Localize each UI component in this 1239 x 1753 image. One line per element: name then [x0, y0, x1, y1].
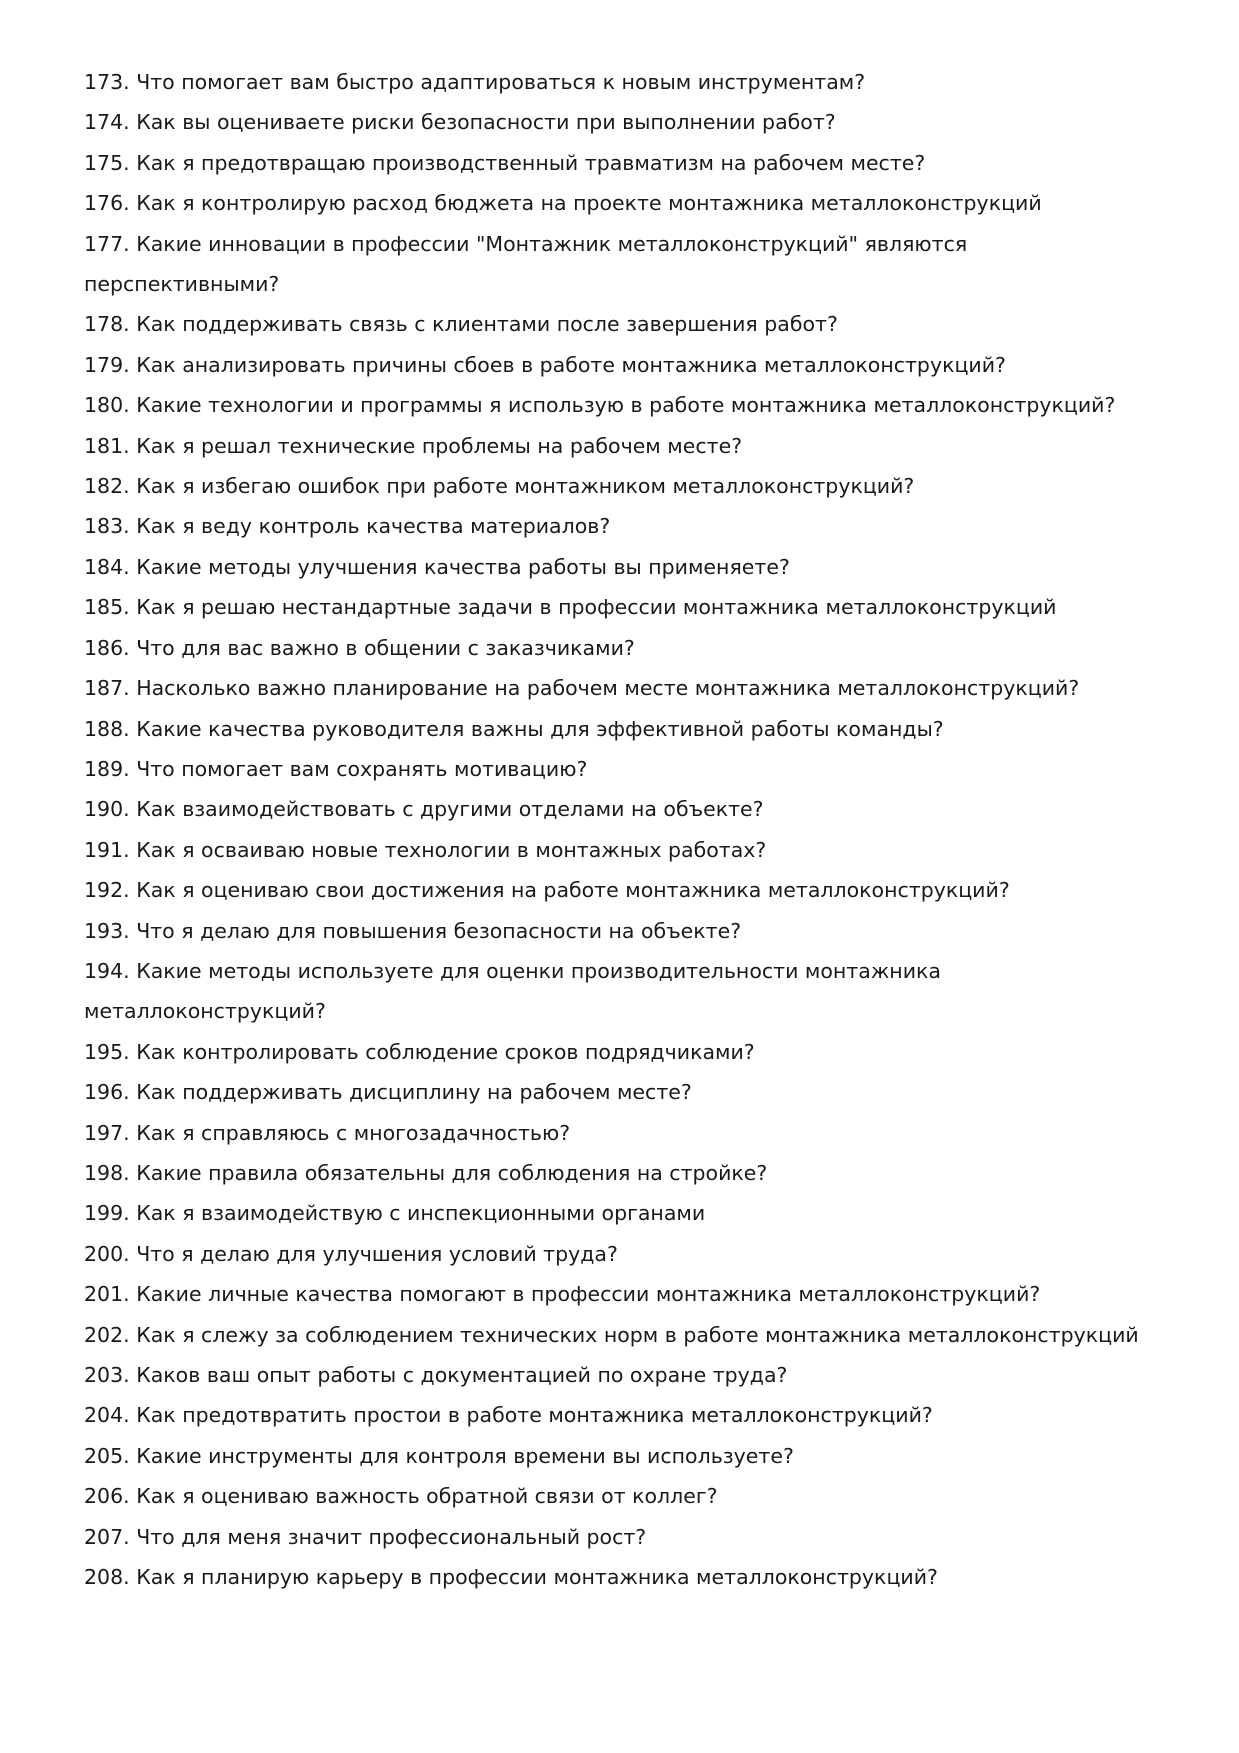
list-item [84, 1315, 1164, 1355]
question-text: Каков ваш опыт работы с документацией по охране труда? [136, 1363, 788, 1387]
list-item [84, 1032, 1164, 1072]
question-number: 188. [84, 716, 130, 741]
question-number: 192. [84, 878, 130, 903]
list-item [84, 547, 1164, 587]
list-item [84, 587, 1164, 627]
question-text: Как я взаимодействую с инспекционными органами [136, 1201, 706, 1226]
question-text: Какие инновации в профессии "Монтажник металлоконструкций" являются перспективными? [84, 231, 968, 297]
question-text: Как я предотвращаю производственный травматизм на рабочем месте? [136, 150, 926, 175]
list-item [84, 1153, 1164, 1193]
question-text: Какие инструменты для контроля времени вы используете? [136, 1443, 794, 1468]
question-text: Что для меня значит профессиональный рост? [136, 1524, 647, 1549]
question-number: 182. [84, 474, 130, 499]
question-text: Что помогает вам сохранять мотивацию? [136, 756, 588, 781]
list-item [84, 789, 1164, 829]
question-number: 198. [84, 1160, 130, 1185]
question-text: Как я веду контроль качества материалов? [136, 514, 611, 539]
list-item [84, 1436, 1164, 1476]
question-number: 180. [84, 393, 130, 418]
question-number: 174. [84, 110, 130, 135]
question-text: Как контролировать соблюдение сроков подрядчиками? [136, 1039, 755, 1064]
list-item [84, 1395, 1164, 1435]
list-item [84, 1072, 1164, 1112]
question-number: 176. [84, 191, 130, 216]
question-number: 202. [84, 1322, 130, 1347]
question-text: Как анализировать причины сбоев в работе монтажника металлоконструкций? [136, 352, 1006, 377]
list-item [84, 345, 1164, 385]
question-number: 201. [84, 1282, 130, 1307]
question-text: Как я решал технические проблемы на рабочем месте? [136, 433, 743, 458]
list-item [84, 911, 1164, 951]
list-item [84, 183, 1164, 223]
question-number: 187. [84, 676, 130, 701]
question-number: 196. [84, 1080, 130, 1105]
question-text: Какие методы улучшения качества работы вы применяете? [136, 554, 790, 579]
question-number: 197. [84, 1120, 130, 1145]
question-number: 204. [84, 1403, 130, 1428]
question-text: Какие правила обязательны для соблюдения на стройке? [136, 1160, 768, 1185]
question-number: 205. [84, 1443, 130, 1468]
question-number: 195. [84, 1039, 130, 1064]
question-number: 175. [84, 150, 130, 175]
question-text: Как я контролирую расход бюджета на проекте монтажника металлоконструкций [136, 191, 1042, 216]
list-item [84, 1193, 1164, 1233]
list-item [84, 1113, 1164, 1153]
question-number: 206. [84, 1484, 130, 1509]
list-item [84, 1234, 1164, 1274]
question-text: Что для вас важно в общении с заказчиками? [136, 635, 635, 660]
question-text: Как вы оцениваете риски безопасности при выполнении работ? [136, 110, 836, 135]
question-number: 186. [84, 635, 130, 660]
question-number: 173. [84, 70, 130, 94]
list-item [84, 1355, 1164, 1395]
question-number: 177. [84, 231, 130, 256]
question-number: 190. [84, 797, 130, 822]
question-text: Как я справляюсь с многозадачностью? [136, 1120, 571, 1145]
list-item [84, 466, 1164, 506]
question-text: Какие методы используете для оценки производительности монтажника металлоконструкций? [84, 958, 941, 1024]
list-item [84, 830, 1164, 870]
list-item [84, 1476, 1164, 1516]
list-item [84, 224, 1164, 305]
question-text: Что помогает вам быстро адаптироваться к новым инструментам? [136, 70, 866, 94]
question-number: 191. [84, 837, 130, 862]
question-number: 184. [84, 554, 130, 579]
list-item [84, 870, 1164, 910]
question-text: Как я оцениваю свои достижения на работе монтажника металлоконструкций? [136, 878, 1010, 903]
list-item [84, 1517, 1164, 1557]
question-text: Как я планирую карьеру в профессии монтажника металлоконструкций? [136, 1565, 938, 1590]
question-text: Какие личные качества помогают в профессии монтажника металлоконструкций? [136, 1282, 1041, 1307]
question-number: 189. [84, 756, 130, 781]
list-item [84, 143, 1164, 183]
question-text: Как я избегаю ошибок при работе монтажником металлоконструкций? [136, 474, 915, 499]
question-number: 181. [84, 433, 130, 458]
list-item [84, 62, 1164, 102]
question-text: Насколько важно планирование на рабочем месте монтажника металлоконструкций? [136, 676, 1080, 701]
list-item [84, 1274, 1164, 1314]
list-item [84, 506, 1164, 546]
question-text: Как поддерживать дисциплину на рабочем месте? [136, 1080, 692, 1105]
question-number: 200. [84, 1241, 130, 1266]
question-text: Как предотвратить простои в работе монтажника металлоконструкций? [136, 1403, 933, 1428]
question-number: 183. [84, 514, 130, 539]
list-item [84, 668, 1164, 708]
list-item [84, 1557, 1164, 1597]
question-text: Как я решаю нестандартные задачи в профессии монтажника металлоконструкций [136, 595, 1057, 620]
question-number: 194. [84, 958, 130, 983]
list-item [84, 102, 1164, 142]
question-number: 203. [84, 1363, 130, 1387]
question-number: 208. [84, 1565, 130, 1590]
question-number: 179. [84, 352, 130, 377]
question-text: Какие технологии и программы я использую в работе монтажника металлоконструкций? [136, 393, 1116, 418]
list-item [84, 304, 1164, 344]
question-number: 193. [84, 918, 130, 943]
question-text: Как поддерживать связь с клиентами после завершения работ? [136, 312, 838, 337]
list-item [84, 749, 1164, 789]
list-item [84, 385, 1164, 425]
question-text: Как я осваиваю новые технологии в монтажных работах? [136, 837, 767, 862]
question-number: 178. [84, 312, 130, 337]
list-item [84, 426, 1164, 466]
question-text: Что я делаю для повышения безопасности на объекте? [136, 918, 742, 943]
question-text: Как я оцениваю важность обратной связи от коллег? [136, 1484, 718, 1509]
list-item [84, 709, 1164, 749]
list-item [84, 628, 1164, 668]
list-item [84, 951, 1164, 1032]
question-text: Какие качества руководителя важны для эффективной работы команды? [136, 716, 944, 741]
question-number: 199. [84, 1201, 130, 1226]
question-number: 185. [84, 595, 130, 620]
question-text: Что я делаю для улучшения условий труда? [136, 1241, 618, 1266]
question-list [84, 62, 1164, 1597]
question-text: Как взаимодействовать с другими отделами на объекте? [136, 797, 764, 822]
question-text: Как я слежу за соблюдением технических норм в работе монтажника металлоконструкций [136, 1322, 1139, 1347]
question-number: 207. [84, 1524, 130, 1549]
